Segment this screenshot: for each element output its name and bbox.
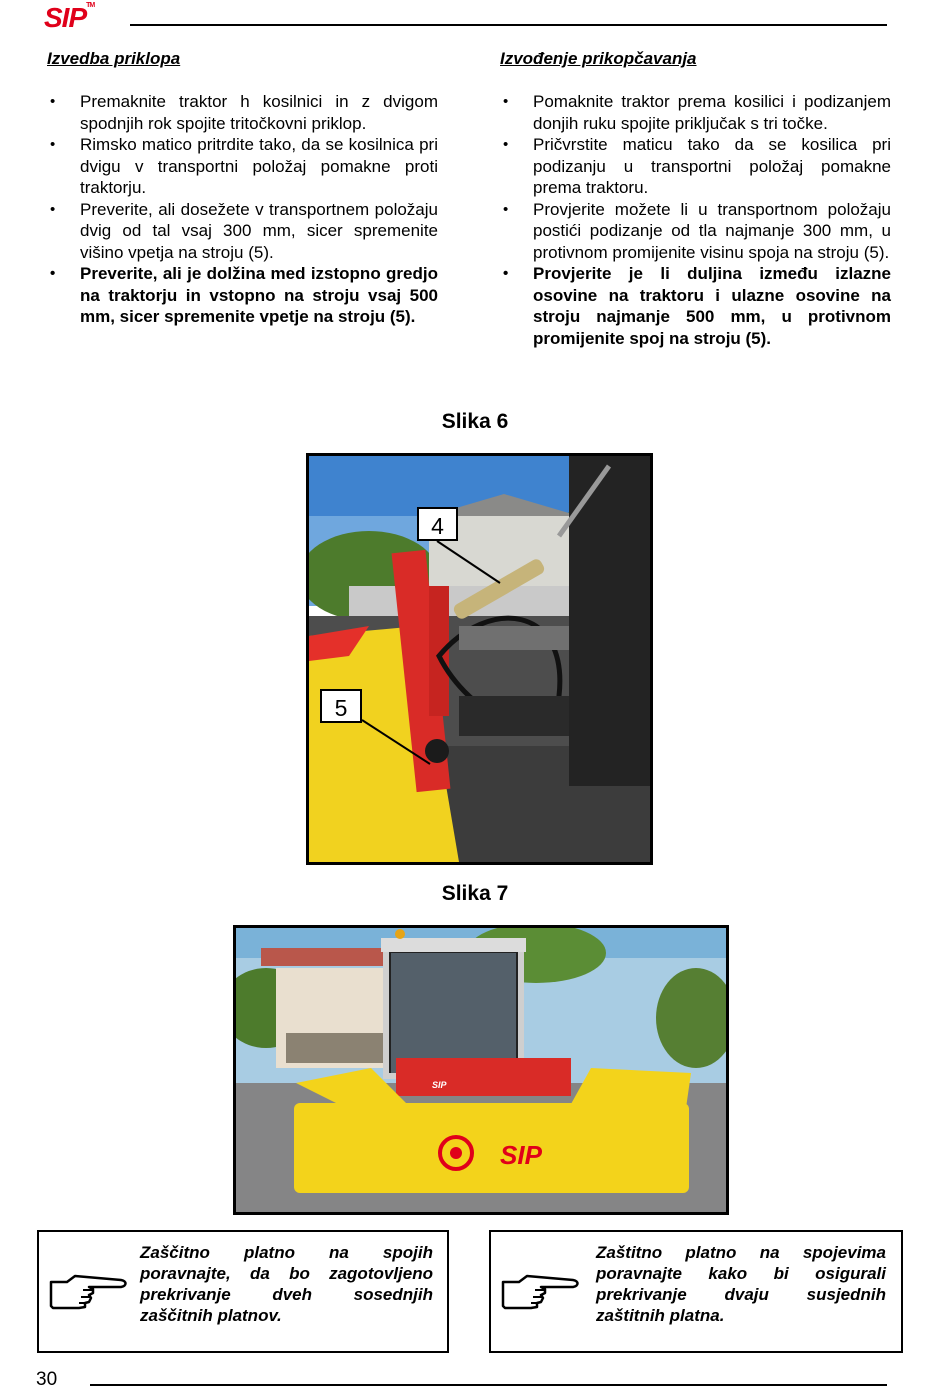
leader-5 [362,720,430,764]
mower-photo-illustration [236,928,726,1212]
page-number: 30 [36,1369,58,1390]
right-bullet-4: • Provjerite je li duljina između izlazne osovine na traktoru i ulazne osovine na stroju najmanje 500 mm, u protivnom promijenite spoj na stroju (5). [500,263,891,349]
left-bullet-1: • Premaknite traktor h kosilnici in z dvigom spodnjih rok spojite tritočkovni priklop. [47,91,438,134]
left-bullet-2: • Rimsko matico pritrdite tako, da se kosilnica pri dvigu v transportni položaj pomakne proti traktorju. [47,134,438,199]
note-text-left: Zaščitno platno na spojih poravnajte, da bo zagotovljeno prekrivanje dveh sosednjih zaščitnih platnov. [140,1243,433,1325]
cover-brand-text: SIP [500,1140,542,1170]
left-bullet-4: • Preverite, ali je dolžina med izstopno gredjo na traktorju in vstopno na stroju vsaj 500 mm, sicer spremenite vpetje na stroju (5). [47,263,438,328]
note-text-right: Zaštitno platno na spojevima poravnajte kako bi osigurali prekrivanje dvaju susjednih zaštitnih platna. [596,1243,886,1325]
right-bullet-2: • Pričvrstite maticu tako da se kosilica pri podizanju u transportni položaj pomakne prema traktoru. [500,134,891,199]
callout-4: 4 [417,507,458,541]
pointing-hand-icon [499,1270,581,1312]
right-bullet-3: • Provjerite možete li u transportnom položaju postići podizanje od tla najmanje 300 mm, u protivnom promijenite visinu spoja na stroju (5). [500,199,891,264]
right-heading: Izvođenje prikopčavanja [500,49,697,68]
note-box-right [489,1230,903,1353]
sip-logo: SIP™ [44,2,95,33]
left-heading: Izvedba priklopa [47,49,181,68]
figure7-title: Slika 7 [441,882,509,905]
figure6-title: Slika 6 [441,410,509,433]
leader-4 [437,541,500,583]
footer-rule [90,1384,887,1386]
right-bullet-1: • Pomaknite traktor prema kosilici i podizanjem donjih ruku spojite priključak s tri točke. [500,91,891,134]
figure7-photo [233,925,729,1215]
left-bullet-3: • Preverite, ali dosežete v transportnem položaju dvig od tal vsaj 300 mm, sicer spremenite višino vpetja na stroju (5). [47,199,438,264]
pointing-hand-icon [47,1270,129,1312]
note-box-left [37,1230,449,1353]
callout-5: 5 [320,689,362,723]
frame-brand-text: SIP [432,1080,447,1090]
